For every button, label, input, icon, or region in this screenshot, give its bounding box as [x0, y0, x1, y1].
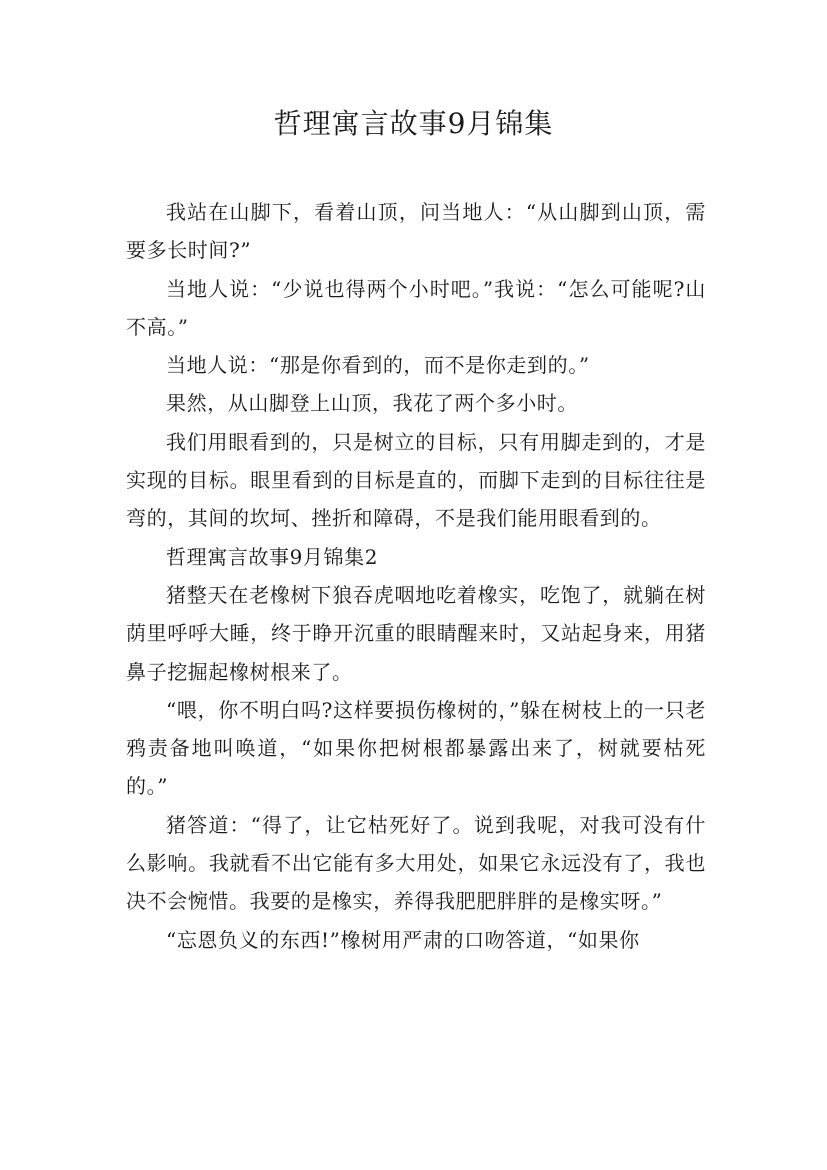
paragraph: 当地人说：“少说也得两个小时吧。”我说：“怎么可能呢?山不高。”	[126, 276, 706, 339]
document-title: 哲理寓言故事9月锦集	[273, 107, 554, 140]
paragraph: 猪答道：“得了，让它枯死好了。说到我呢，对我可没有什么影响。我就看不出它能有多大用处，如果它永远没有了，我也决不会惋惜。我要的是橡实，养得我肥肥胖胖的是橡实呀。”	[126, 812, 706, 914]
paragraph: 我站在山脚下，看着山顶，问当地人：“从山脚到山顶，需要多长时间?”	[126, 200, 706, 263]
paragraph: 当地人说：“那是你看到的，而不是你走到的。”	[166, 353, 590, 378]
section-heading: 哲理寓言故事9月锦集2	[166, 544, 379, 569]
document-body	[126, 193, 706, 959]
paragraph: 我们用眼看到的，只是树立的目标，只有用脚走到的，才是实现的目标。眼里看到的目标是直的，而脚下走到的目标往往是弯的，其间的坎坷、挫折和障碍，不是我们能用眼看到的。	[126, 429, 706, 531]
paragraph: “喂，你不明白吗?这样要损伤橡树的，”躲在树枝上的一只老鸦责备地叫唤道，“如果你把树根都暴露出来了，树就要枯死的。”	[126, 697, 706, 799]
paragraph: “忘恩负义的东西!”橡树用严肃的口吻答道，“如果你	[166, 927, 640, 952]
paragraph: 果然，从山脚登上山顶，我花了两个多小时。	[166, 391, 578, 416]
paragraph: 猪整天在老橡树下狼吞虎咽地吃着橡实，吃饱了，就躺在树荫里呼呼大睡，终于睁开沉重的眼睛醒来时，又站起身来，用猪鼻子挖掘起橡树根来了。	[126, 582, 706, 684]
